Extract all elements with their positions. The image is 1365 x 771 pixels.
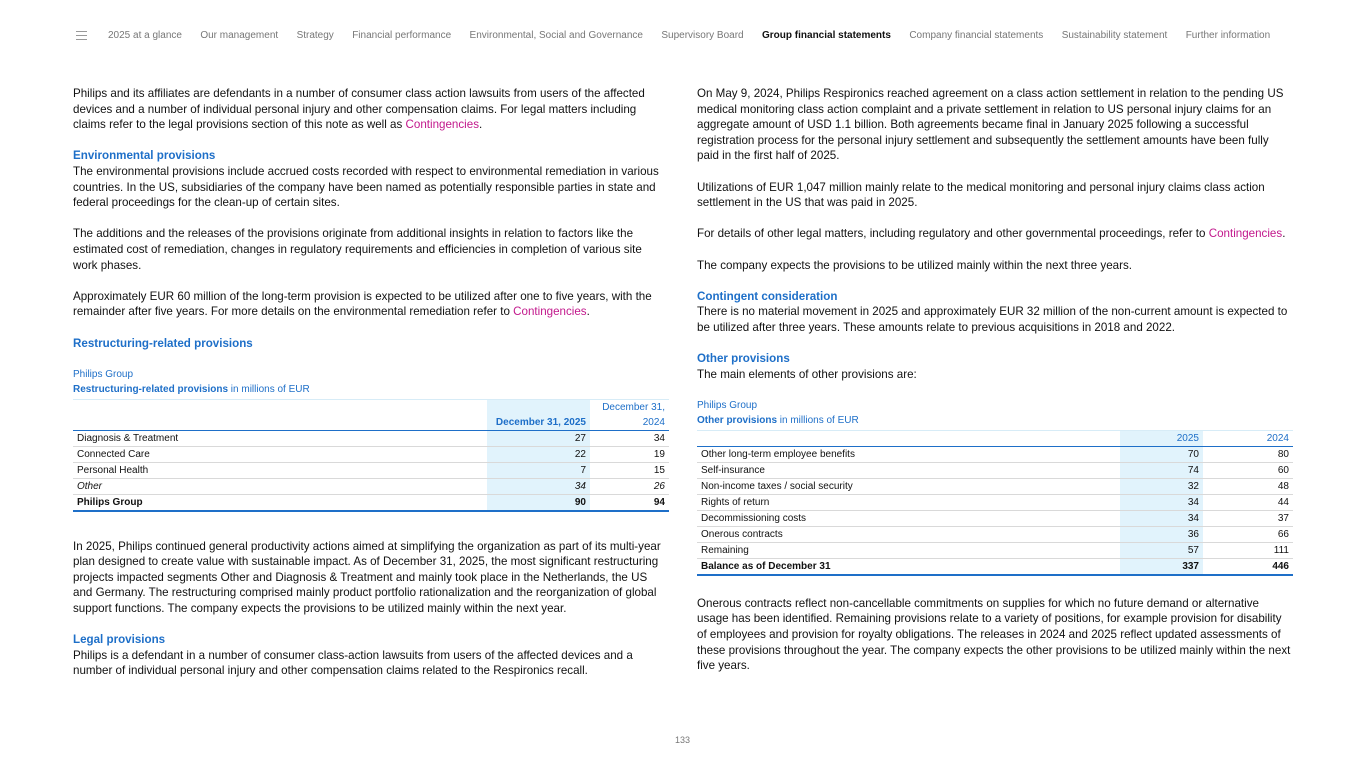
cell: 44 (1203, 494, 1293, 510)
cell: Onerous contracts (697, 526, 1120, 542)
cell: 34 (487, 478, 590, 494)
nav-item[interactable]: Company financial statements (909, 30, 1044, 41)
cell: 34 (1120, 510, 1203, 526)
column-header: December 31, 2024 (590, 399, 669, 430)
left-column (73, 86, 669, 695)
paragraph-text: For details of other legal matters, including regulatory and other governmental proceedings, refer to (697, 227, 1209, 241)
paragraph: For details of other legal matters, including regulatory and other governmental proceedings, refer to Contingencies. (697, 227, 1286, 241)
table-row (697, 494, 1293, 510)
table-row (697, 446, 1293, 462)
paragraph: The company expects the provisions to be utilized mainly within the next three years. (697, 258, 1132, 272)
table-row (697, 510, 1293, 526)
paragraph: Approximately EUR 60 million of the long-term provision is expected to be utilized after one to five years, with the remainder after five years. For more details on the environmental remediation refer to Contingencies. (73, 289, 652, 319)
page-number: 133 (674, 735, 691, 745)
cell: Other long-term employee benefits (697, 446, 1120, 462)
paragraph: The environmental provisions include accrued costs recorded with respect to environmental remediation in various countries. In the US, subsidiaries of the company have been named as potentially responsible parties in state and federal proceedings for the clean-up of certain sites. (73, 164, 659, 210)
table-row (73, 446, 669, 462)
nav-item[interactable]: Financial performance (352, 30, 452, 41)
table-total-row (73, 494, 669, 511)
contingencies-link[interactable]: Contingencies (513, 305, 587, 319)
right-column (697, 86, 1293, 689)
section-heading: Environmental provisions (73, 149, 216, 163)
column-header: 2024 (1203, 430, 1293, 446)
cell: 7 (487, 462, 590, 478)
cell: Rights of return (697, 494, 1120, 510)
table-title-bold: Other provisions (697, 414, 778, 426)
paragraph-text: Approximately EUR 60 million of the long-term provision is expected to be utilized after one to five years, with the remainder after five years. For more details on the environmental remediation refer to (73, 289, 652, 319)
paragraph: Utilizations of EUR 1,047 million mainly relate to the medical monitoring and personal injury claims class action settlement in the US that was paid in 2025. (697, 180, 1265, 210)
nav-item[interactable]: Supervisory Board (661, 30, 744, 41)
section-heading: Other provisions (697, 352, 790, 366)
cell: Decommissioning costs (697, 510, 1120, 526)
top-navigation (76, 30, 1289, 41)
cell: Personal Health (73, 462, 487, 478)
paragraph: On May 9, 2024, Philips Respironics reached agreement on a class action settlement in relation to the pending US medical monitoring class action complaint and a private settlement in relation to US personal injury claims for an aggregate amount of USD 1.1 billion. Both agreements became final in January 2025 following a successful registration process for the personal injury settlement and subsequently the settlement amounts have been fully paid in the first half of 2025. (697, 87, 1284, 163)
nav-item-active[interactable]: Group financial statements (762, 30, 891, 41)
restructuring-table (73, 399, 669, 512)
cell: 26 (590, 478, 669, 494)
paragraph: Onerous contracts reflect non-cancellable commitments on supplies for which no future demand or alternative usage has been identified. Remaining provisions relate to a variety of positions, for example provision for disability of employees and provision for royalty obligations. The releases in 2024 and 2025 reflect updated assessments of these provisions throughout the year. The company expects the other provisions to be utilized mainly within the next five years. (697, 596, 1291, 673)
cell: Self-insurance (697, 462, 1120, 478)
cell: 90 (487, 494, 590, 511)
cell: 337 (1120, 558, 1203, 575)
cell: 66 (1203, 526, 1293, 542)
nav-item[interactable]: Our management (200, 30, 279, 41)
table-title (697, 413, 1293, 428)
cell: 37 (1203, 510, 1293, 526)
contingencies-link[interactable]: Contingencies (1208, 227, 1283, 241)
cell: 70 (1120, 446, 1203, 462)
paragraph: The additions and the releases of the provisions originate from additional insights in relation to factors like the estimated cost of remediation, changes in regulatory requirements and efficiencies in completion of various site work phases. (73, 227, 642, 272)
nav-item[interactable]: 2025 at a glance (108, 30, 182, 41)
cell: 15 (590, 462, 669, 478)
section-heading: Contingent consideration (697, 289, 838, 303)
table-row (73, 430, 669, 446)
cell: Diagnosis & Treatment (73, 430, 487, 446)
column-header: December 31, 2025 (487, 399, 590, 430)
cell: 80 (1203, 446, 1293, 462)
paragraph: Philips is a defendant in a number of consumer class-action lawsuits from users of the affected devices and a number of individual personal injury and other compensation claims related to the Respironics recall. (73, 648, 633, 678)
table-caption: Philips Group (697, 399, 758, 411)
cell: 111 (1203, 542, 1293, 558)
other-provisions-table (697, 430, 1293, 576)
table-title-bold: Restructuring-related provisions (73, 383, 229, 395)
table-row (697, 526, 1293, 542)
table-row (697, 462, 1293, 478)
table-row (73, 462, 669, 478)
table-row (73, 478, 669, 494)
table-row (697, 478, 1293, 494)
cell: Remaining (697, 542, 1120, 558)
cell: 32 (1120, 478, 1203, 494)
paragraph: In 2025, Philips continued general productivity actions aimed at simplifying the organization as part of its multi-year plan designed to create value with sustainable impact. As of December 31, 2025, the most significant restructuring projects impacted segments Other and Diagnosis & Treatment and mainly took place in the Netherlands, the US and Germany. The restructuring comprised mainly product portfolio rationalization and the reorganization of global support functions. The company expects the provisions to be utilized mainly within the next year. (73, 539, 661, 616)
cell: 34 (1120, 494, 1203, 510)
cell: 22 (487, 446, 590, 462)
cell: Connected Care (73, 446, 487, 462)
cell: Philips Group (73, 494, 487, 511)
cell: 27 (487, 430, 590, 446)
cell: 34 (590, 430, 669, 446)
contingencies-link[interactable]: Contingencies (405, 118, 479, 132)
paragraph-text: Philips and its affiliates are defendants in a number of consumer class action lawsuits from users of the affected devices and a number of individual personal injury and other compensation claims. For legal matters including claims refer to the legal provisions section of this note as well as (73, 87, 645, 132)
cell: 57 (1120, 542, 1203, 558)
section-heading: Restructuring-related provisions (73, 336, 253, 350)
cell: 94 (590, 494, 669, 511)
cell: 74 (1120, 462, 1203, 478)
cell: 60 (1203, 462, 1293, 478)
cell: 19 (590, 446, 669, 462)
table-title (73, 382, 669, 397)
table-caption: Philips Group (73, 368, 134, 380)
cell: 48 (1203, 478, 1293, 494)
paragraph: The main elements of other provisions are: (697, 367, 917, 381)
column-header: 2025 (1120, 430, 1203, 446)
nav-item[interactable]: Sustainability statement (1061, 30, 1168, 41)
table-row (697, 542, 1293, 558)
cell: Other (73, 478, 487, 494)
cell: 446 (1203, 558, 1293, 575)
cell: 36 (1120, 526, 1203, 542)
paragraph: There is no material movement in 2025 and approximately EUR 32 million of the non-current amount is expected to be utilized after three years. These amounts relate to previous acquisitions in 2018 and 2022. (697, 305, 1288, 334)
nav-item[interactable]: Further information (1185, 30, 1271, 41)
table-title-unit: in millions of EUR (777, 414, 859, 426)
cell: Balance as of December 31 (697, 558, 1120, 575)
hamburger-menu-icon[interactable] (76, 31, 87, 40)
paragraph: Philips and its affiliates are defendants in a number of consumer class action lawsuits from users of the affected devices and a number of individual personal injury and other compensation claims. For legal matters including claims refer to the legal provisions section of this note as well as Contingencies. (73, 87, 645, 132)
table-total-row (697, 558, 1293, 575)
table-title-unit: in millions of EUR (228, 383, 310, 395)
section-heading: Legal provisions (73, 633, 166, 647)
nav-item[interactable]: Environmental, Social and Governance (469, 30, 643, 41)
nav-item[interactable]: Strategy (296, 30, 334, 41)
cell: Non-income taxes / social security (697, 478, 1120, 494)
